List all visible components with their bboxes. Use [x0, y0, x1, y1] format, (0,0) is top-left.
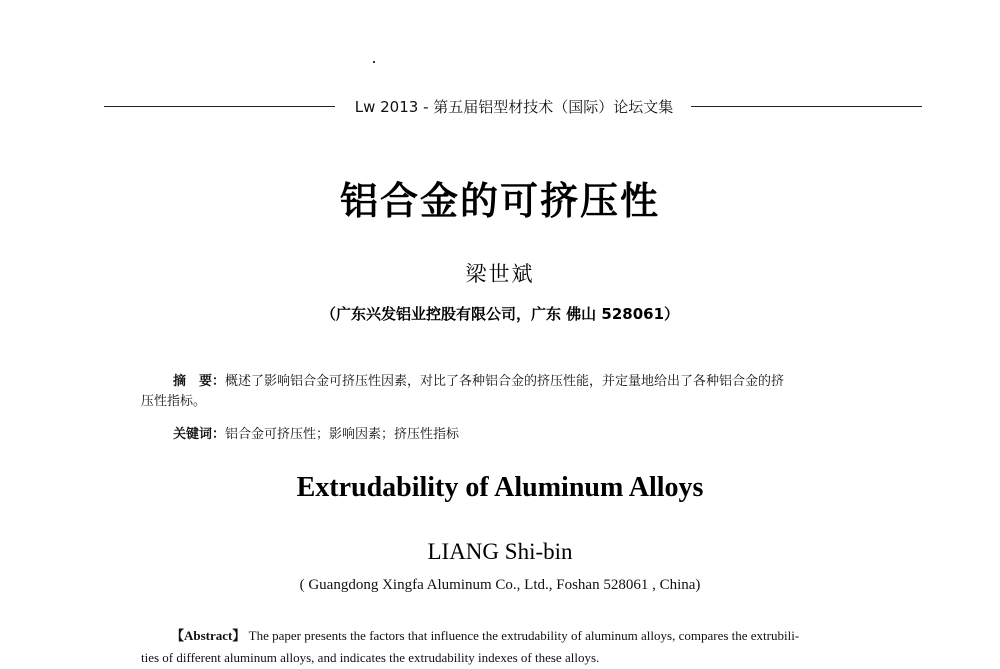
chinese-author: 梁世斌	[465, 262, 535, 286]
english-title: Extrudability of Aluminum Alloys	[296, 472, 704, 503]
scan-speck	[373, 61, 375, 63]
chinese-abstract-line-1	[141, 372, 901, 392]
chinese-abstract-label: 摘 要：	[173, 374, 226, 389]
chinese-abstract-text-1: 概述了影响铝合金可挤压性因素，对比了各种铝合金的挤压性能，并定量地给出了各种铝合金的挤	[225, 374, 785, 389]
header-rule-left	[104, 106, 335, 107]
english-affiliation: ( Guangdong Xingfa Aluminum Co., Ltd., Foshan 528061 , China)	[299, 577, 701, 593]
english-abstract-line-1	[141, 625, 901, 647]
english-abstract	[141, 625, 901, 669]
english-abstract-text-1: The paper presents the factors that influence the extrudability of aluminum alloys, compares the extrubili-	[245, 628, 800, 643]
chinese-title: 铝合金的可挤压性	[339, 179, 660, 223]
chinese-keywords	[173, 423, 459, 442]
header-rule-right	[691, 106, 922, 107]
english-abstract-line-2: ties of different aluminum alloys, and indicates the extrudability indexes of these alloys.	[141, 650, 600, 665]
chinese-keywords-label: 关键词：	[173, 427, 226, 442]
chinese-abstract-line-2: 压性指标。	[141, 394, 207, 409]
english-author: LIANG Shi-bin	[427, 539, 573, 564]
chinese-keywords-text: 铝合金可挤压性；影响因素；挤压性指标	[225, 427, 460, 442]
header-text: Lw 2013 - 第五届铝型材技术（国际）论坛文集	[354, 98, 674, 116]
chinese-abstract	[141, 372, 901, 412]
english-abstract-label: 【Abstract】	[171, 628, 246, 643]
running-header	[104, 96, 922, 117]
chinese-affiliation: （广东兴发铝业控股有限公司，广东 佛山 528061）	[320, 305, 680, 323]
